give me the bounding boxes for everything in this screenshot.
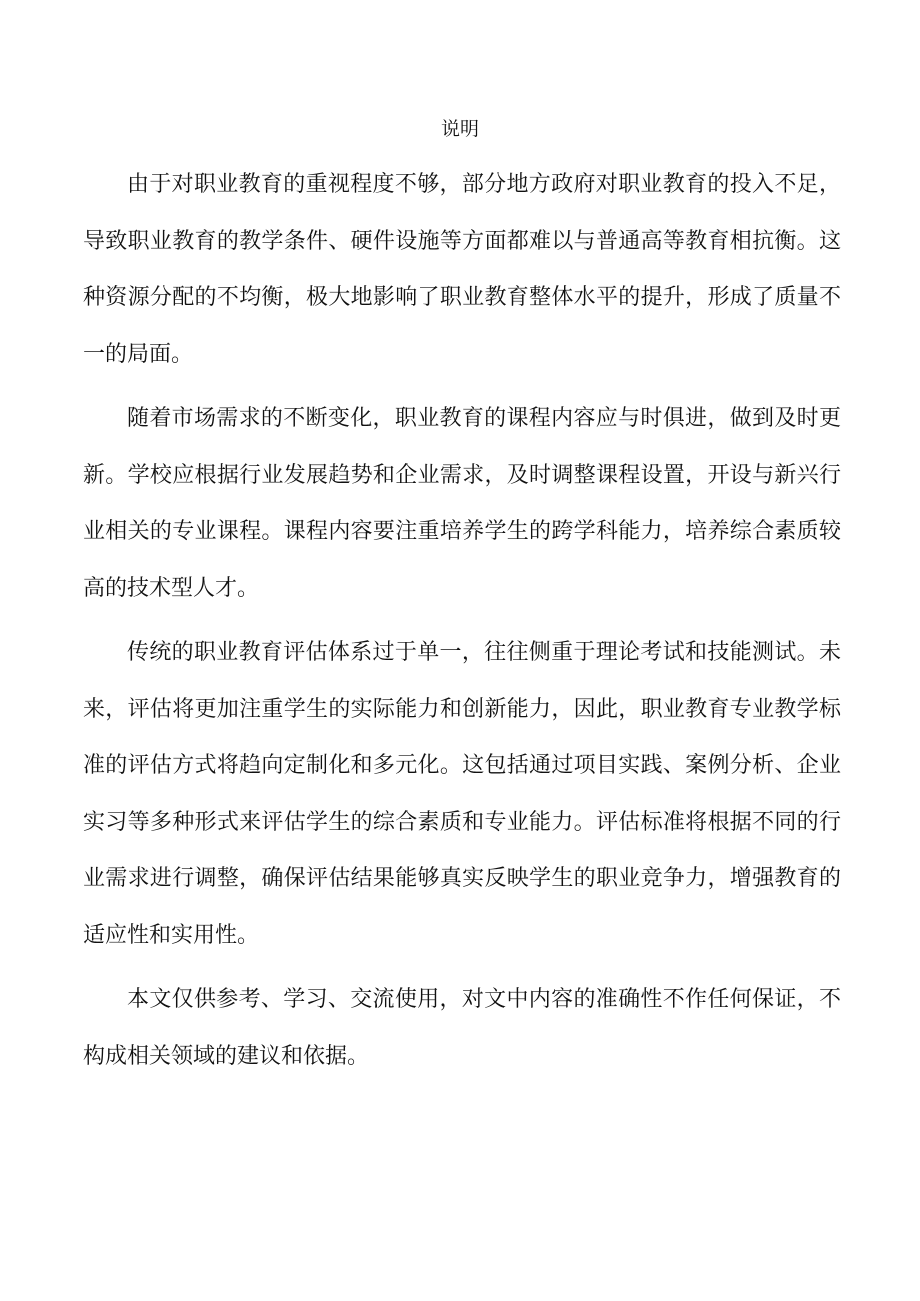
- document-title: 说明: [440, 118, 479, 140]
- paragraph-1: 由于对职业教育的重视程度不够，部分地方政府对职业教育的投入不足，导致职业教育的教学条件、硬件设施等方面都难以与普通高等教育相抗衡。这种资源分配的不均衡，极大地影响了职业教育整体水平的提升，形成了质量不一的局面。: [83, 172, 841, 367]
- paragraph-2: 随着市场需求的不断变化，职业教育的课程内容应与时俱进，做到及时更新。学校应根据行业发展趋势和企业需求，及时调整课程设置，开设与新兴行业相关的专业课程。课程内容要注重培养学生的跨学科能力，培养综合素质较高的技术型人才。: [83, 406, 841, 601]
- document-body: [83, 157, 841, 1093]
- paragraph-4: 本文仅供参考、学习、交流使用，对文中内容的准确性不作任何保证，不构成相关领域的建议和依据。: [83, 987, 841, 1069]
- paragraph-3: 传统的职业教育评估体系过于单一，往往侧重于理论考试和技能测试。未来，评估将更加注重学生的实际能力和创新能力，因此，职业教育专业教学标准的评估方式将趋向定制化和多元化。这包括通过项目实践、案例分析、企业实习等多种形式来评估学生的综合素质和专业能力。评估标准将根据不同的行业需求进行调整，确保评估结果能够真实反映学生的职业竞争力，增强教育的适应性和实用性。: [83, 640, 841, 948]
